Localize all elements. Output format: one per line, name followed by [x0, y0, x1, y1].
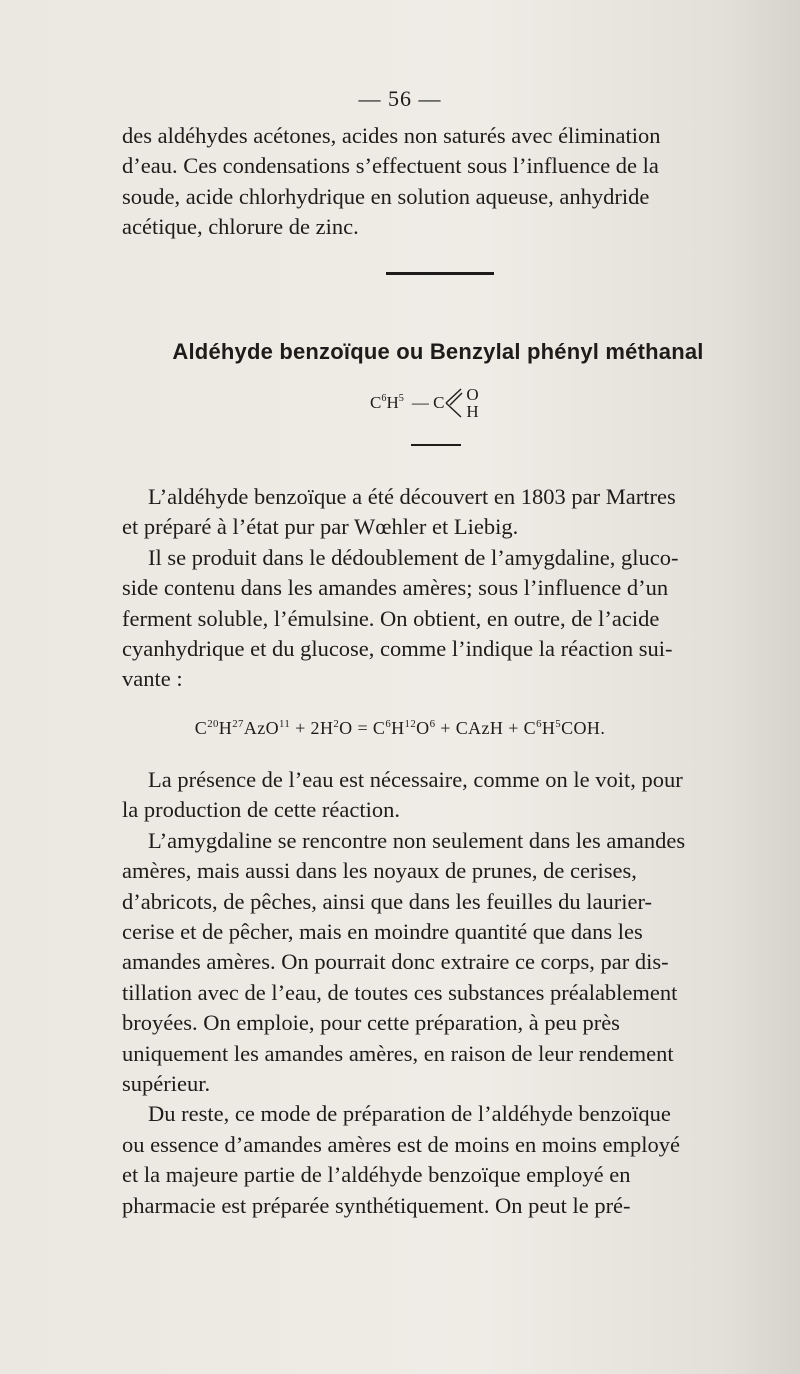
section-divider-bottom [411, 444, 461, 446]
structural-formula [370, 380, 479, 426]
formula-hydrogen: H [466, 402, 479, 421]
bond-lines-icon [444, 383, 464, 423]
formula-bond: — C [411, 393, 445, 412]
formula-oxygen: O [466, 385, 479, 404]
formula-radical: $C^6H^5$ [370, 393, 404, 412]
text-line: des aldéhydes acétones, acides non saturés avec élimination [122, 123, 661, 148]
text-line: d’eau. Ces condensations s’effectuent sous l’influence de la [122, 153, 659, 179]
paragraph-synthesis: Du reste, ce mode de préparation de l’aldéhyde benzoïque ou essence d’amandes amères est de moins en moins employé et la majeure partie de l’aldéhyde benzoïque employé en pharmacie est préparée synthétiquement. On peut le pré- [122, 1101, 680, 1218]
paragraph-amygdaline: Il se produit dans le dédoublement de l’amygdaline, gluco- side contenu dans les amandes amères; sous l’influence d’un ferment soluble, l’émulsine. On obtient, en outre, de l’acide cyanhydrique et du glucose, comme l’indique la réaction sui- vante : [122, 544, 679, 692]
body-text [122, 482, 756, 695]
body-text-continued [122, 765, 756, 1221]
text-line: soude, acide chlorhydrique en solution aqueuse, anhydride [122, 183, 650, 209]
section-divider-top [386, 272, 494, 275]
paragraph-water: La présence de l’eau est nécessaire, comme on le voit, pour la production de cette réaction. [122, 767, 683, 823]
paragraph-discovery: L’aldéhyde benzoïque a été découvert en 1803 par Martres et préparé à l’état pur par Wœhler et Liebig. [122, 484, 676, 540]
formula-substituents [466, 386, 478, 420]
intro-paragraph [122, 121, 756, 243]
chemical-equation: $C^{20}H^{27}AzO^{11} + 2H^2O = C^6H^{12}O^6$ + CAzH + $C^6H^5COH$. [194, 718, 606, 738]
paragraph-sources: L’amygdaline se rencontre non seulement dans les amandes amères, mais aussi dans les noyaux de prunes, de cerises, d’abricots, de pêches, ainsi que dans les feuilles du laurier- cerise et de pêcher, mais en moindre quantité que dans les amandes amères. On pourrait donc extraire ce corps, par dis- tillation avec de l’eau, de toutes ces substances préalablement broyées. On emploie, pour cette préparation, à peu près uniquement les amandes amères, en raison de leur rendement supérieur. [122, 827, 686, 1097]
text-line: acétique, chlorure de zinc. [122, 214, 359, 240]
section-heading: Aldéhyde benzoïque ou Benzylal phényl méthanal [172, 339, 704, 364]
page-number: — 56 — [358, 86, 442, 111]
